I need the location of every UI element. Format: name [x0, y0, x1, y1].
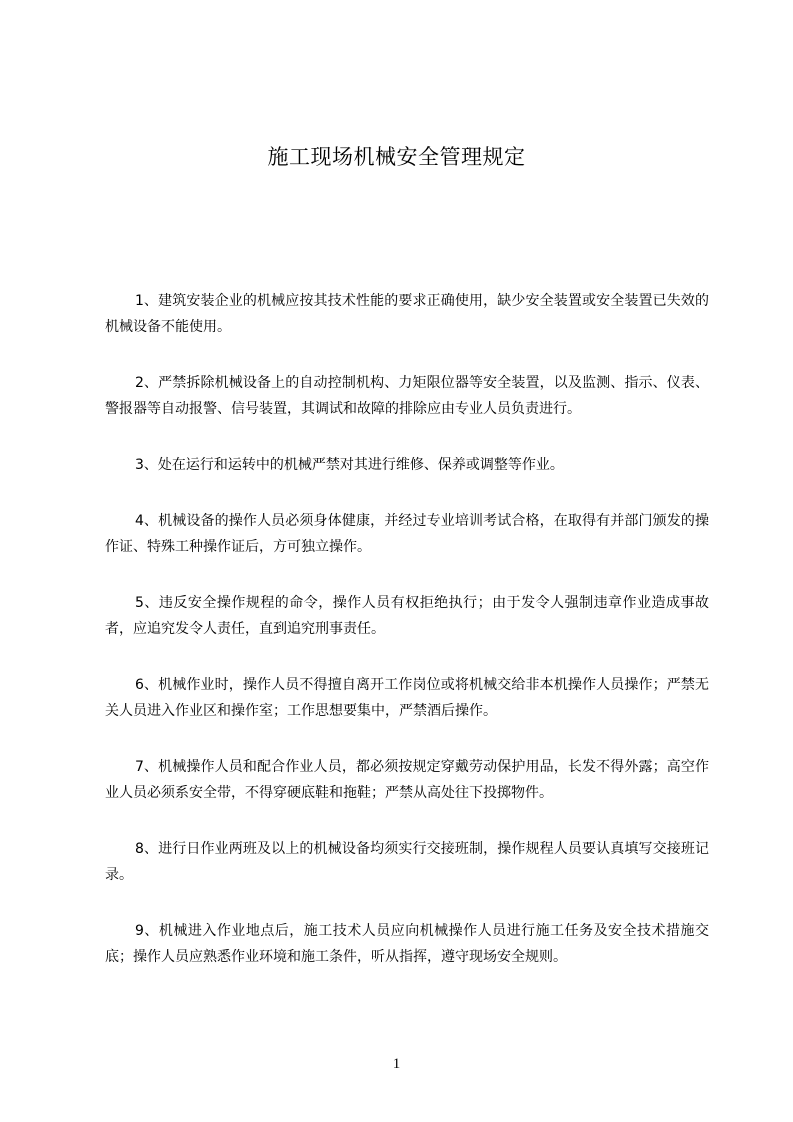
document-title: 施工现场机械安全管理规定 [267, 145, 526, 169]
paragraph-9: 9、机械进入作业地点后，施工技术人员应向机械操作人员进行施工任务及安全技术措施交底；操作人员应熟悉作业环境和施工条件，听从指挥，遵守现场安全规则。 [105, 923, 709, 965]
document-body [105, 288, 709, 1000]
paragraph-6: 6、机械作业时，操作人员不得擅自离开工作岗位或将机械交给非本机操作人员操作；严禁无关人员进入作业区和操作室；工作思想要集中，严禁酒后操作。 [105, 677, 709, 719]
paragraph-5: 5、违反安全操作规程的命令，操作人员有权拒绝执行；由于发令人强制违章作业造成事故者，应追究发令人责任，直到追究刑事责任。 [105, 595, 709, 637]
paragraph-7: 7、机械操作人员和配合作业人员，都必须按规定穿戴劳动保护用品，长发不得外露；高空作业人员必须系安全带，不得穿硬底鞋和拖鞋；严禁从高处往下投掷物件。 [105, 759, 709, 801]
paragraph-1: 1、建筑安装企业的机械应按其技术性能的要求正确使用，缺少安全装置或安全装置已失效的机械设备不能使用。 [105, 293, 709, 335]
paragraph-8: 8、进行日作业两班及以上的机械设备均须实行交接班制，操作规程人员要认真填写交接班记录。 [105, 841, 709, 883]
paragraph-2: 2、严禁拆除机械设备上的自动控制机构、力矩限位器等安全装置，以及监测、指示、仪表、警报器等自动报警、信号装置，其调试和故障的排除应由专业人员负责进行。 [105, 375, 709, 417]
page-number: 1 [392, 1056, 401, 1072]
paragraph-4: 4、机械设备的操作人员必须身体健康，并经过专业培训考试合格，在取得有并部门颁发的操作证、特殊工种操作证后，方可独立操作。 [105, 513, 709, 555]
paragraph-3: 3、处在运行和运转中的机械严禁对其进行维修、保养或调整等作业。 [135, 457, 564, 473]
